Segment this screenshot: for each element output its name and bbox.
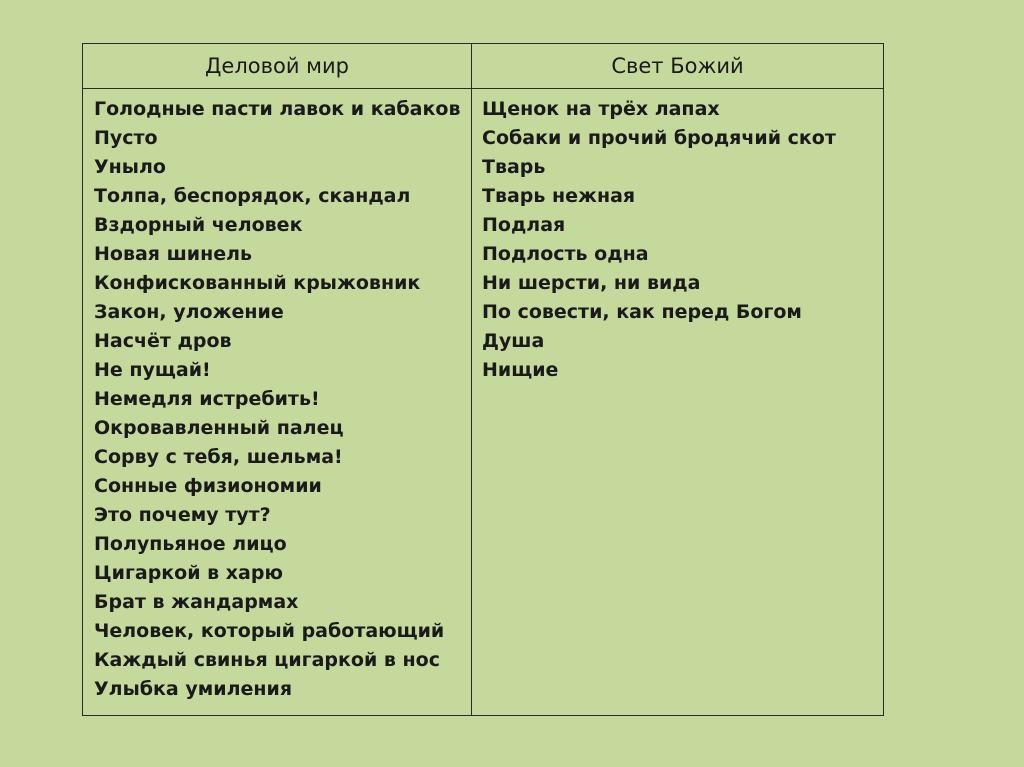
list-item: Подлая	[482, 214, 566, 236]
list-item: Вздорный человек	[94, 214, 303, 236]
list-item: Душа	[482, 330, 545, 352]
right-column-cell	[472, 89, 884, 716]
list-item: Уныло	[94, 156, 166, 178]
list-item: Цигаркой в харю	[94, 562, 283, 584]
list-item: Человек, который работающий	[94, 620, 445, 642]
left-column-cell	[83, 89, 472, 716]
list-item: Голодные пасти лавок и кабаков	[94, 98, 461, 120]
list-item: Собаки и прочий бродячий скот	[482, 127, 836, 149]
list-item: Пусто	[94, 127, 158, 149]
table-header-row	[83, 44, 884, 89]
list-item: Это почему тут?	[94, 504, 271, 526]
list-item: Ни шерсти, ни вида	[482, 272, 701, 294]
list-item: Толпа, беспорядок, скандал	[94, 185, 411, 207]
list-item: Немедля истребить!	[94, 388, 320, 410]
list-item: Полупьяное лицо	[94, 533, 287, 555]
gods-world-list	[472, 95, 883, 385]
list-item: Улыбка умиления	[94, 678, 293, 700]
header-gods-world: Свет Божий	[472, 44, 884, 89]
table-body-row	[83, 89, 884, 716]
list-item: Сорву с тебя, шельма!	[94, 446, 343, 468]
list-item: Конфискованный крыжовник	[94, 272, 421, 294]
list-item: Нищие	[482, 359, 559, 381]
list-item: Брат в жандармах	[94, 591, 299, 613]
list-item: Щенок на трёх лапах	[482, 98, 720, 120]
list-item: Тварь	[482, 156, 546, 178]
list-item: Сонные физиономии	[94, 475, 322, 497]
list-item: Каждый свинья цигаркой в нос	[94, 649, 440, 671]
business-world-list	[83, 95, 471, 704]
list-item: Не пущай!	[94, 359, 211, 381]
comparison-table	[82, 43, 884, 716]
list-item: Насчёт дров	[94, 330, 232, 352]
list-item: Подлость одна	[482, 243, 649, 265]
list-item: Новая шинель	[94, 243, 253, 265]
list-item: Закон, уложение	[94, 301, 284, 323]
list-item: По совести, как перед Богом	[482, 301, 802, 323]
list-item: Тварь нежная	[482, 185, 636, 207]
list-item: Окровавленный палец	[94, 417, 344, 439]
header-business-world: Деловой мир	[83, 44, 472, 89]
